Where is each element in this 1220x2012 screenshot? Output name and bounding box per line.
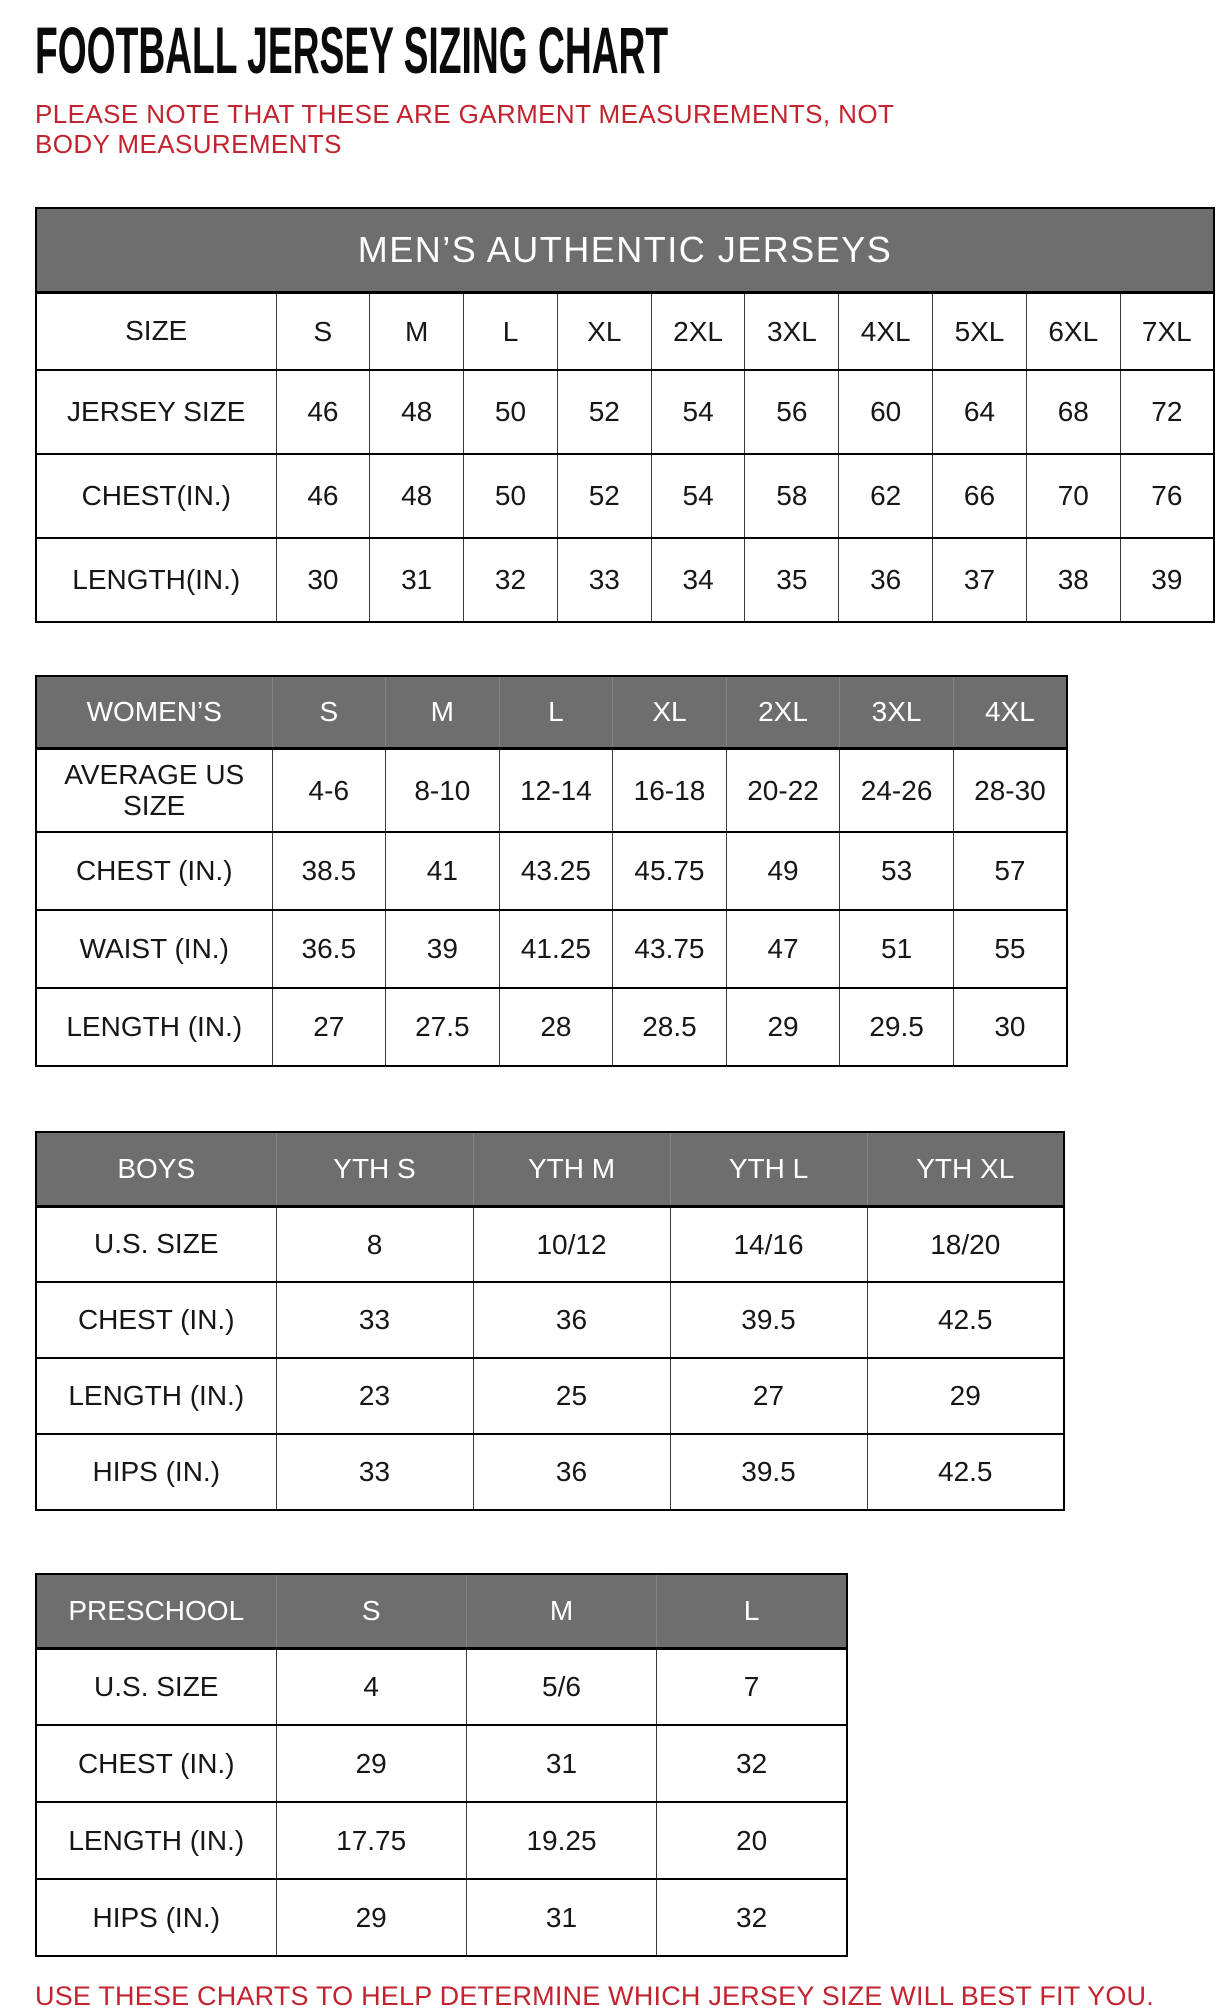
row-label: LENGTH (IN.) bbox=[36, 988, 272, 1066]
table-row bbox=[36, 676, 1067, 748]
column-header: S bbox=[276, 1574, 466, 1648]
size-value: 46 bbox=[276, 370, 370, 454]
table-row bbox=[36, 1132, 1064, 1206]
size-value: 49 bbox=[726, 832, 840, 910]
size-value: 18/20 bbox=[867, 1206, 1064, 1282]
mens-table-banner: MEN’S AUTHENTIC JERSEYS bbox=[36, 208, 1214, 292]
size-value: 62 bbox=[839, 454, 933, 538]
size-value: 60 bbox=[839, 370, 933, 454]
column-header: YTH S bbox=[276, 1132, 473, 1206]
column-header: 4XL bbox=[839, 292, 933, 370]
table-row bbox=[36, 1879, 847, 1956]
size-value: 43.75 bbox=[613, 910, 727, 988]
size-value: 32 bbox=[464, 538, 558, 622]
size-value: 29 bbox=[726, 988, 840, 1066]
mens-sizing-table bbox=[35, 207, 1215, 623]
column-header: M bbox=[466, 1574, 656, 1648]
table-row bbox=[36, 910, 1067, 988]
size-value: 36 bbox=[473, 1434, 670, 1510]
size-value: 39.5 bbox=[670, 1434, 867, 1510]
table-row bbox=[36, 292, 1214, 370]
column-header: XL bbox=[613, 676, 727, 748]
size-value: 33 bbox=[276, 1434, 473, 1510]
column-header: L bbox=[464, 292, 558, 370]
size-value: 39.5 bbox=[670, 1282, 867, 1358]
row-label: CHEST(IN.) bbox=[36, 454, 276, 538]
size-value: 4 bbox=[276, 1648, 466, 1725]
table-row bbox=[36, 832, 1067, 910]
size-value: 52 bbox=[557, 370, 651, 454]
column-header: L bbox=[499, 676, 613, 748]
size-value: 32 bbox=[657, 1725, 847, 1802]
size-value: 50 bbox=[464, 370, 558, 454]
size-value: 42.5 bbox=[867, 1434, 1064, 1510]
size-value: 31 bbox=[466, 1879, 656, 1956]
column-header: XL bbox=[557, 292, 651, 370]
row-label: HIPS (IN.) bbox=[36, 1434, 276, 1510]
size-value: 48 bbox=[370, 454, 464, 538]
size-value: 29 bbox=[867, 1358, 1064, 1434]
size-value: 30 bbox=[276, 538, 370, 622]
column-header: PRESCHOOL bbox=[36, 1574, 276, 1648]
size-value: 56 bbox=[745, 370, 839, 454]
size-value: 4-6 bbox=[272, 748, 386, 832]
boys-sizing-table bbox=[35, 1131, 1065, 1511]
column-header: BOYS bbox=[36, 1132, 276, 1206]
row-label: LENGTH (IN.) bbox=[36, 1358, 276, 1434]
table-row bbox=[36, 1282, 1064, 1358]
size-value: 32 bbox=[657, 1879, 847, 1956]
table-row bbox=[36, 454, 1214, 538]
garment-measurement-note: PLEASE NOTE THAT THESE ARE GARMENT MEASUREMENTS, NOT BODY MEASUREMENTS bbox=[35, 99, 894, 160]
size-value: 38.5 bbox=[272, 832, 386, 910]
column-header: S bbox=[276, 292, 370, 370]
size-value: 47 bbox=[726, 910, 840, 988]
row-label: JERSEY SIZE bbox=[36, 370, 276, 454]
size-value: 8 bbox=[276, 1206, 473, 1282]
size-value: 37 bbox=[933, 538, 1027, 622]
size-value: 28-30 bbox=[953, 748, 1067, 832]
table-row bbox=[36, 538, 1214, 622]
size-value: 20 bbox=[657, 1802, 847, 1879]
size-value: 38 bbox=[1026, 538, 1120, 622]
table-row bbox=[36, 1574, 847, 1648]
page-title: FOOTBALL JERSEY SIZING CHART bbox=[35, 13, 669, 88]
size-value: 35 bbox=[745, 538, 839, 622]
size-value: 36 bbox=[839, 538, 933, 622]
size-value: 39 bbox=[1120, 538, 1214, 622]
size-value: 33 bbox=[276, 1282, 473, 1358]
size-value: 29 bbox=[276, 1879, 466, 1956]
size-value: 34 bbox=[651, 538, 745, 622]
size-value: 27 bbox=[272, 988, 386, 1066]
size-value: 43.25 bbox=[499, 832, 613, 910]
size-value: 20-22 bbox=[726, 748, 840, 832]
column-header: YTH L bbox=[670, 1132, 867, 1206]
size-value: 51 bbox=[840, 910, 954, 988]
size-value: 55 bbox=[953, 910, 1067, 988]
size-value: 76 bbox=[1120, 454, 1214, 538]
size-value: 66 bbox=[933, 454, 1027, 538]
size-value: 72 bbox=[1120, 370, 1214, 454]
size-value: 17.75 bbox=[276, 1802, 466, 1879]
table-row bbox=[36, 1725, 847, 1802]
size-value: 5/6 bbox=[466, 1648, 656, 1725]
size-value: 7 bbox=[657, 1648, 847, 1725]
size-value: 10/12 bbox=[473, 1206, 670, 1282]
column-header: 3XL bbox=[840, 676, 954, 748]
size-value: 70 bbox=[1026, 454, 1120, 538]
row-label: U.S. SIZE bbox=[36, 1648, 276, 1725]
womens-table-section bbox=[35, 675, 1220, 1067]
table-row bbox=[36, 1358, 1064, 1434]
preschool-table-section bbox=[35, 1573, 1220, 1957]
row-label: LENGTH(IN.) bbox=[36, 538, 276, 622]
size-value: 36 bbox=[473, 1282, 670, 1358]
size-value: 28.5 bbox=[613, 988, 727, 1066]
size-value: 14/16 bbox=[670, 1206, 867, 1282]
size-value: 31 bbox=[466, 1725, 656, 1802]
column-header: WOMEN’S bbox=[36, 676, 272, 748]
table-row bbox=[36, 1648, 847, 1725]
table-row bbox=[36, 988, 1067, 1066]
size-value: 25 bbox=[473, 1358, 670, 1434]
column-header: 5XL bbox=[933, 292, 1027, 370]
size-value: 50 bbox=[464, 454, 558, 538]
preschool-sizing-table bbox=[35, 1573, 848, 1957]
size-value: 54 bbox=[651, 454, 745, 538]
size-value: 29 bbox=[276, 1725, 466, 1802]
size-value: 27 bbox=[670, 1358, 867, 1434]
table-row bbox=[36, 370, 1214, 454]
row-label: CHEST (IN.) bbox=[36, 1725, 276, 1802]
size-value: 39 bbox=[386, 910, 500, 988]
size-value: 54 bbox=[651, 370, 745, 454]
size-value: 23 bbox=[276, 1358, 473, 1434]
size-value: 58 bbox=[745, 454, 839, 538]
row-label: U.S. SIZE bbox=[36, 1206, 276, 1282]
column-header: YTH M bbox=[473, 1132, 670, 1206]
column-header: 3XL bbox=[745, 292, 839, 370]
column-header: 4XL bbox=[953, 676, 1067, 748]
size-value: 45.75 bbox=[613, 832, 727, 910]
column-header: M bbox=[386, 676, 500, 748]
table-row bbox=[36, 208, 1214, 292]
size-value: 16-18 bbox=[613, 748, 727, 832]
column-header: L bbox=[657, 1574, 847, 1648]
size-value: 41 bbox=[386, 832, 500, 910]
size-value: 36.5 bbox=[272, 910, 386, 988]
womens-sizing-table bbox=[35, 675, 1068, 1067]
column-header: 7XL bbox=[1120, 292, 1214, 370]
size-value: 24-26 bbox=[840, 748, 954, 832]
size-value: 31 bbox=[370, 538, 464, 622]
size-value: 27.5 bbox=[386, 988, 500, 1066]
boys-table-section bbox=[35, 1131, 1220, 1511]
size-value: 68 bbox=[1026, 370, 1120, 454]
size-value: 52 bbox=[557, 454, 651, 538]
table-row bbox=[36, 1434, 1064, 1510]
column-header: S bbox=[272, 676, 386, 748]
row-label: AVERAGE US SIZE bbox=[36, 748, 272, 832]
column-header: M bbox=[370, 292, 464, 370]
column-header: 2XL bbox=[726, 676, 840, 748]
row-label: HIPS (IN.) bbox=[36, 1879, 276, 1956]
size-value: 53 bbox=[840, 832, 954, 910]
size-value: 8-10 bbox=[386, 748, 500, 832]
column-header: 6XL bbox=[1026, 292, 1120, 370]
size-value: 42.5 bbox=[867, 1282, 1064, 1358]
size-value: 41.25 bbox=[499, 910, 613, 988]
column-header: YTH XL bbox=[867, 1132, 1064, 1206]
row-label: CHEST (IN.) bbox=[36, 1282, 276, 1358]
size-value: 30 bbox=[953, 988, 1067, 1066]
row-label: WAIST (IN.) bbox=[36, 910, 272, 988]
table-row bbox=[36, 1206, 1064, 1282]
row-label: LENGTH (IN.) bbox=[36, 1802, 276, 1879]
column-header: 2XL bbox=[651, 292, 745, 370]
size-value: 29.5 bbox=[840, 988, 954, 1066]
size-value: 46 bbox=[276, 454, 370, 538]
size-value: 33 bbox=[557, 538, 651, 622]
size-value: 64 bbox=[933, 370, 1027, 454]
size-value: 19.25 bbox=[466, 1802, 656, 1879]
size-value: 57 bbox=[953, 832, 1067, 910]
footer-note: USE THESE CHARTS TO HELP DETERMINE WHICH JERSEY SIZE WILL BEST FIT YOU. bbox=[35, 1981, 1154, 2012]
size-value: 12-14 bbox=[499, 748, 613, 832]
row-label: CHEST (IN.) bbox=[36, 832, 272, 910]
table-row bbox=[36, 1802, 847, 1879]
size-value: 48 bbox=[370, 370, 464, 454]
column-header: SIZE bbox=[36, 292, 276, 370]
mens-table-section bbox=[35, 207, 1220, 623]
size-value: 28 bbox=[499, 988, 613, 1066]
table-row bbox=[36, 748, 1067, 832]
